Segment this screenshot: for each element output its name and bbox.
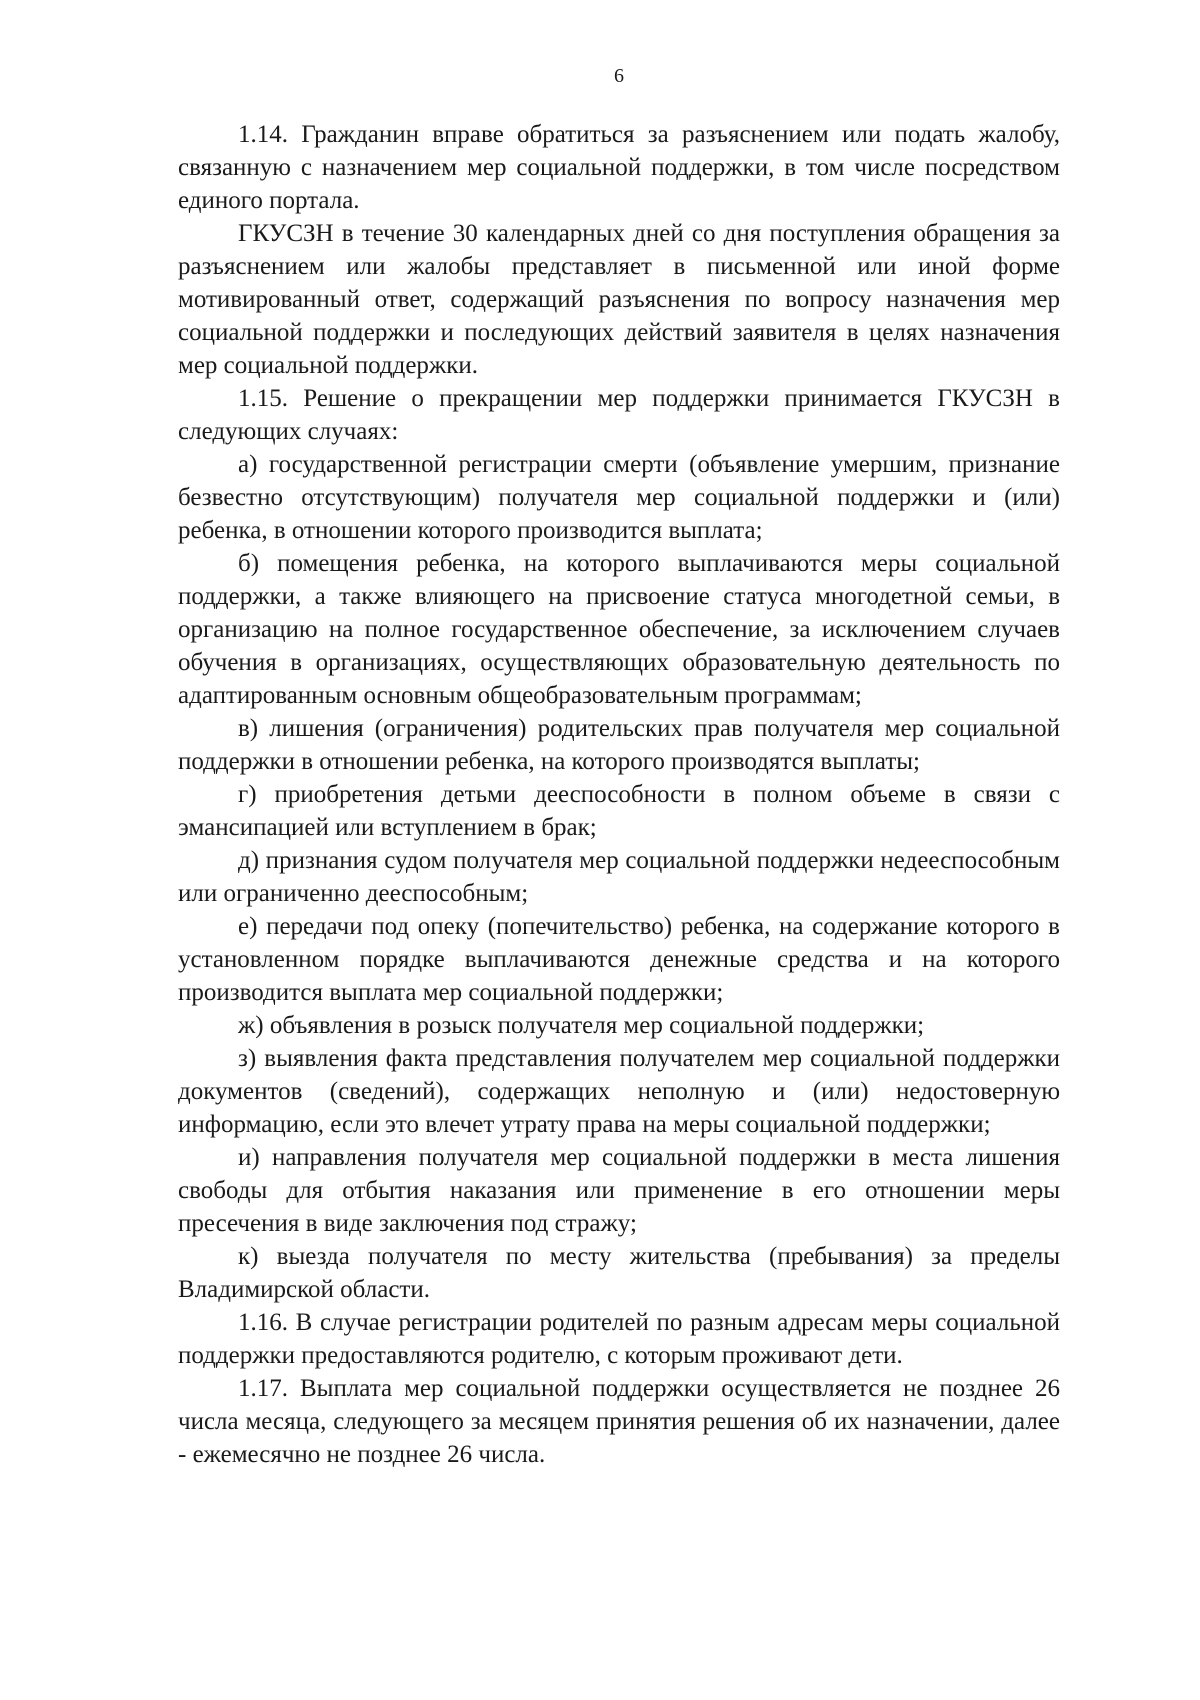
paragraph-1-15: 1.15. Решение о прекращении мер поддержки принимается ГКУСЗН в следующих случаях: (178, 385, 1060, 445)
list-item-d: д) признания судом получателя мер социальной поддержки недееспособным или ограниченно дееспособным; (178, 847, 1060, 907)
list-item-b: б) помещения ребенка, на которого выплачиваются меры социальной поддержки, а также влияющего на присвоение статуса многодетной семьи, в организацию на полное государственное обеспечение, за исключением случаев обучения в организациях, осуществляющих образовательную деятельность по адаптированным основным общеобразовательным программам; (178, 550, 1060, 709)
paragraph-1-14: 1.14. Гражданин вправе обратиться за разъяснением или подать жалобу, связанную с назначением мер социальной поддержки, в том числе посредством единого портала. (178, 121, 1060, 214)
list-item-z: з) выявления факта представления получателем мер социальной поддержки документов (сведений), содержащих неполную и (или) недостоверную информацию, если это влечет утрату права на меры социальной поддержки; (178, 1045, 1060, 1138)
paragraph-1-17: 1.17. Выплата мер социальной поддержки осуществляется не позднее 26 числа месяца, следующего за месяцем принятия решения об их назначении, далее - ежемесячно не позднее 26 числа. (178, 1375, 1060, 1468)
list-item-k: к) выезда получателя по месту жительства (пребывания) за пределы Владимирской области. (178, 1243, 1060, 1303)
list-item-zh: ж) объявления в розыск получателя мер социальной поддержки; (238, 1012, 925, 1039)
list-item-i: и) направления получателя мер социальной поддержки в места лишения свободы для отбытия наказания или применение в его отношении меры пресечения в виде заключения под стражу; (178, 1144, 1060, 1237)
list-item-v: в) лишения (ограничения) родительских прав получателя мер социальной поддержки в отношении ребенка, на которого производятся выплаты; (178, 715, 1060, 775)
document-body (178, 118, 1060, 1471)
list-item-e: е) передачи под опеку (попечительство) ребенка, на содержание которого в установленном порядке выплачиваются денежные средства и на которого производится выплата мер социальной поддержки; (178, 913, 1060, 1006)
page-number: 6 (614, 65, 624, 87)
list-item-g: г) приобретения детьми дееспособности в полном объеме в связи с эмансипацией или вступлением в брак; (178, 781, 1060, 841)
paragraph-gkuszn-response: ГКУСЗН в течение 30 календарных дней со дня поступления обращения за разъяснением или жалобы представляет в письменной или иной форме мотивированный ответ, содержащий разъяснения по вопросу назначения мер социальной поддержки и последующих действий заявителя в целях назначения мер социальной поддержки. (178, 220, 1060, 379)
paragraph-1-16: 1.16. В случае регистрации родителей по разным адресам меры социальной поддержки предоставляются родителю, с которым проживают дети. (178, 1309, 1060, 1369)
list-item-a: а) государственной регистрации смерти (объявление умершим, признание безвестно отсутствующим) получателя мер социальной поддержки и (или) ребенка, в отношении которого производится выплата; (178, 451, 1060, 544)
